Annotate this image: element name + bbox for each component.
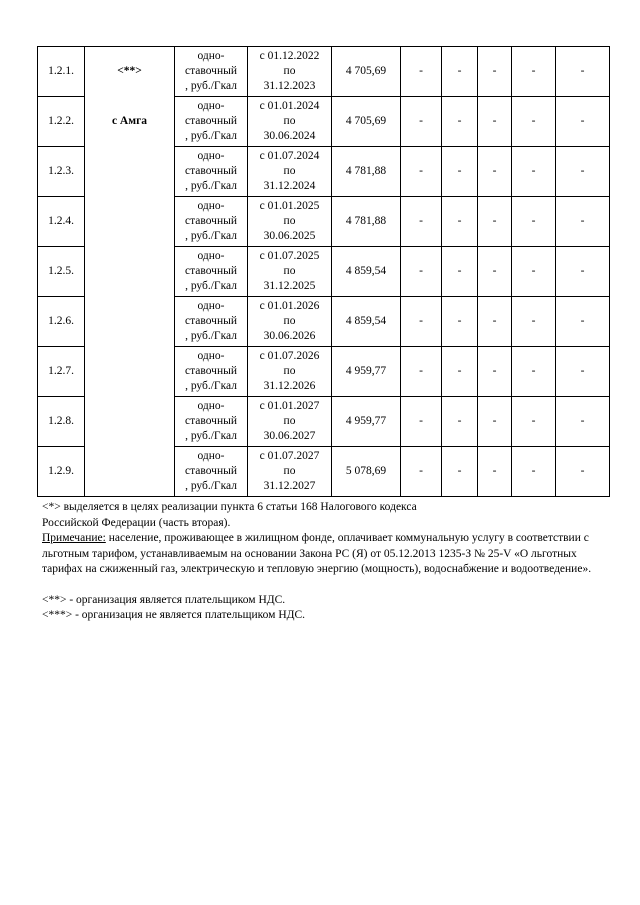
group-cell	[85, 147, 175, 197]
empty-value-cell: -	[556, 97, 610, 147]
row-number: 1.2.3.	[38, 147, 85, 197]
footnotes	[42, 500, 602, 624]
remark-text: население, проживающее в жилищном фонде, оплачивает коммунальную услугу в соответствии с льготным тарифом, устанавливаемым на основании Закона РС (Я) от 05.12.2013 1235-З № 25-V «О льготных тарифах на сжиженный газ, электрическую и тепловую энергию (мощность), водоснабжение и водоотведение».	[42, 532, 592, 575]
unit-line: одно-	[197, 300, 225, 312]
empty-value-cell: -	[442, 97, 478, 147]
remark-label: Примечание:	[42, 532, 106, 544]
period-line: по	[283, 265, 296, 277]
unit-cell	[175, 197, 248, 247]
unit-line: , руб./Гкал	[185, 430, 237, 442]
period-cell	[248, 97, 332, 147]
period-line: с 01.01.2027	[259, 400, 320, 412]
group-cell	[85, 297, 175, 347]
empty-value-cell: -	[442, 247, 478, 297]
period-line: 30.06.2024	[263, 130, 316, 142]
unit-line: одно-	[197, 200, 225, 212]
empty-value-cell: -	[442, 447, 478, 497]
empty-value-cell: -	[442, 297, 478, 347]
period-line: с 01.07.2024	[259, 150, 320, 162]
row-number: 1.2.9.	[38, 447, 85, 497]
period-line: с 01.07.2025	[259, 250, 320, 262]
unit-line: ставочный	[185, 215, 237, 227]
footnote-vat-nonpayer: <***> - организация не является плательщиком НДС.	[42, 609, 306, 621]
unit-line: ставочный	[185, 65, 237, 77]
period-line: 31.12.2027	[263, 480, 316, 492]
footnote-tax-line1: <*> выделяется в целях реализации пункта 6 статьи 168 Налогового кодекса	[42, 501, 417, 513]
unit-line: ставочный	[185, 165, 237, 177]
period-line: с 01.07.2027	[259, 450, 320, 462]
unit-line: одно-	[197, 250, 225, 262]
period-cell	[248, 197, 332, 247]
tariff-value: 4 781,88	[332, 197, 401, 247]
empty-value-cell: -	[556, 297, 610, 347]
unit-line: , руб./Гкал	[185, 180, 237, 192]
empty-value-cell: -	[478, 197, 512, 247]
table-row	[38, 197, 610, 247]
period-cell	[248, 297, 332, 347]
row-number: 1.2.2.	[38, 97, 85, 147]
unit-line: , руб./Гкал	[185, 230, 237, 242]
unit-cell	[175, 347, 248, 397]
unit-line: ставочный	[185, 115, 237, 127]
empty-value-cell: -	[442, 147, 478, 197]
period-line: 30.06.2026	[263, 330, 316, 342]
empty-value-cell: -	[478, 347, 512, 397]
tariff-value: 4 859,54	[332, 297, 401, 347]
period-line: 31.12.2025	[263, 280, 316, 292]
empty-value-cell: -	[556, 347, 610, 397]
period-line: по	[283, 415, 296, 427]
row-number: 1.2.5.	[38, 247, 85, 297]
table-row	[38, 347, 610, 397]
empty-value-cell: -	[512, 47, 556, 97]
unit-line: одно-	[197, 50, 225, 62]
unit-line: ставочный	[185, 315, 237, 327]
unit-cell	[175, 447, 248, 497]
unit-line: одно-	[197, 100, 225, 112]
empty-value-cell: -	[512, 247, 556, 297]
empty-value-cell: -	[401, 347, 442, 397]
period-line: с 01.07.2026	[259, 350, 320, 362]
unit-line: ставочный	[185, 465, 237, 477]
period-line: с 01.12.2022	[259, 50, 320, 62]
empty-value-cell: -	[512, 97, 556, 147]
empty-value-cell: -	[442, 397, 478, 447]
row-number: 1.2.6.	[38, 297, 85, 347]
empty-value-cell: -	[512, 347, 556, 397]
period-cell	[248, 147, 332, 197]
unit-line: , руб./Гкал	[185, 330, 237, 342]
table-row	[38, 147, 610, 197]
period-cell	[248, 397, 332, 447]
unit-cell	[175, 47, 248, 97]
empty-value-cell: -	[478, 247, 512, 297]
empty-value-cell: -	[401, 197, 442, 247]
unit-line: одно-	[197, 350, 225, 362]
group-cell	[85, 397, 175, 447]
empty-value-cell: -	[556, 47, 610, 97]
unit-cell	[175, 97, 248, 147]
period-line: по	[283, 215, 296, 227]
empty-value-cell: -	[478, 97, 512, 147]
empty-value-cell: -	[512, 147, 556, 197]
tariff-table	[37, 46, 610, 497]
period-line: 31.12.2026	[263, 380, 316, 392]
tariff-value: 4 959,77	[332, 397, 401, 447]
table-row	[38, 297, 610, 347]
empty-value-cell: -	[401, 397, 442, 447]
period-cell	[248, 247, 332, 297]
empty-value-cell: -	[401, 97, 442, 147]
period-cell	[248, 347, 332, 397]
unit-cell	[175, 147, 248, 197]
unit-line: ставочный	[185, 265, 237, 277]
empty-value-cell: -	[556, 147, 610, 197]
empty-value-cell: -	[512, 447, 556, 497]
period-line: с 01.01.2024	[259, 100, 320, 112]
period-line: по	[283, 165, 296, 177]
footnote-vat-payer: <**> - организация является плательщиком НДС.	[42, 593, 286, 606]
empty-value-cell: -	[401, 247, 442, 297]
empty-value-cell: -	[556, 197, 610, 247]
table-row	[38, 447, 610, 497]
unit-line: , руб./Гкал	[185, 280, 237, 292]
remark	[42, 531, 602, 578]
tariff-value: 4 705,69	[332, 97, 401, 147]
period-line: с 01.01.2025	[259, 200, 320, 212]
unit-line: ставочный	[185, 365, 237, 377]
period-line: по	[283, 115, 296, 127]
unit-line: , руб./Гкал	[185, 380, 237, 392]
tariff-value: 5 078,69	[332, 447, 401, 497]
unit-line: одно-	[197, 400, 225, 412]
empty-value-cell: -	[512, 397, 556, 447]
footnote-tax-line2: Российской Федерации (часть вторая).	[42, 516, 231, 529]
tariff-table-body	[38, 47, 610, 497]
empty-value-cell: -	[401, 47, 442, 97]
unit-cell	[175, 297, 248, 347]
period-cell	[248, 447, 332, 497]
empty-value-cell: -	[401, 297, 442, 347]
unit-cell	[175, 247, 248, 297]
period-line: 30.06.2025	[263, 230, 316, 242]
group-cell	[85, 347, 175, 397]
unit-line: одно-	[197, 450, 225, 462]
empty-value-cell: -	[478, 297, 512, 347]
period-cell	[248, 47, 332, 97]
period-line: по	[283, 65, 296, 77]
period-line: с 01.01.2026	[259, 300, 320, 312]
tariff-value: 4 705,69	[332, 47, 401, 97]
tariff-value: 4 959,77	[332, 347, 401, 397]
table-row	[38, 47, 610, 97]
unit-line: , руб./Гкал	[185, 80, 237, 92]
period-line: по	[283, 315, 296, 327]
empty-value-cell: -	[556, 397, 610, 447]
empty-value-cell: -	[512, 297, 556, 347]
empty-value-cell: -	[401, 447, 442, 497]
row-number: 1.2.1.	[38, 47, 85, 97]
unit-line: ставочный	[185, 415, 237, 427]
empty-value-cell: -	[478, 447, 512, 497]
group-cell	[85, 447, 175, 497]
group-cell	[85, 197, 175, 247]
period-line: 31.12.2024	[263, 180, 316, 192]
empty-value-cell: -	[556, 247, 610, 297]
unit-line: , руб./Гкал	[185, 130, 237, 142]
tariff-value: 4 781,88	[332, 147, 401, 197]
vat-mark: <**>	[85, 47, 175, 97]
unit-line: , руб./Гкал	[185, 480, 237, 492]
row-number: 1.2.4.	[38, 197, 85, 247]
period-line: 31.12.2023	[263, 80, 316, 92]
period-line: по	[283, 365, 296, 377]
table-row	[38, 247, 610, 297]
empty-value-cell: -	[478, 147, 512, 197]
empty-value-cell: -	[442, 197, 478, 247]
unit-cell	[175, 397, 248, 447]
empty-value-cell: -	[512, 197, 556, 247]
tariff-value: 4 859,54	[332, 247, 401, 297]
empty-value-cell: -	[401, 147, 442, 197]
period-line: по	[283, 465, 296, 477]
table-row	[38, 397, 610, 447]
empty-value-cell: -	[442, 347, 478, 397]
group-cell	[85, 247, 175, 297]
row-number: 1.2.7.	[38, 347, 85, 397]
empty-value-cell: -	[478, 47, 512, 97]
locality-name: с Амга	[85, 97, 175, 147]
empty-value-cell: -	[556, 447, 610, 497]
unit-line: одно-	[197, 150, 225, 162]
period-line: 30.06.2027	[263, 430, 316, 442]
empty-value-cell: -	[442, 47, 478, 97]
empty-value-cell: -	[478, 397, 512, 447]
table-row	[38, 97, 610, 147]
row-number: 1.2.8.	[38, 397, 85, 447]
